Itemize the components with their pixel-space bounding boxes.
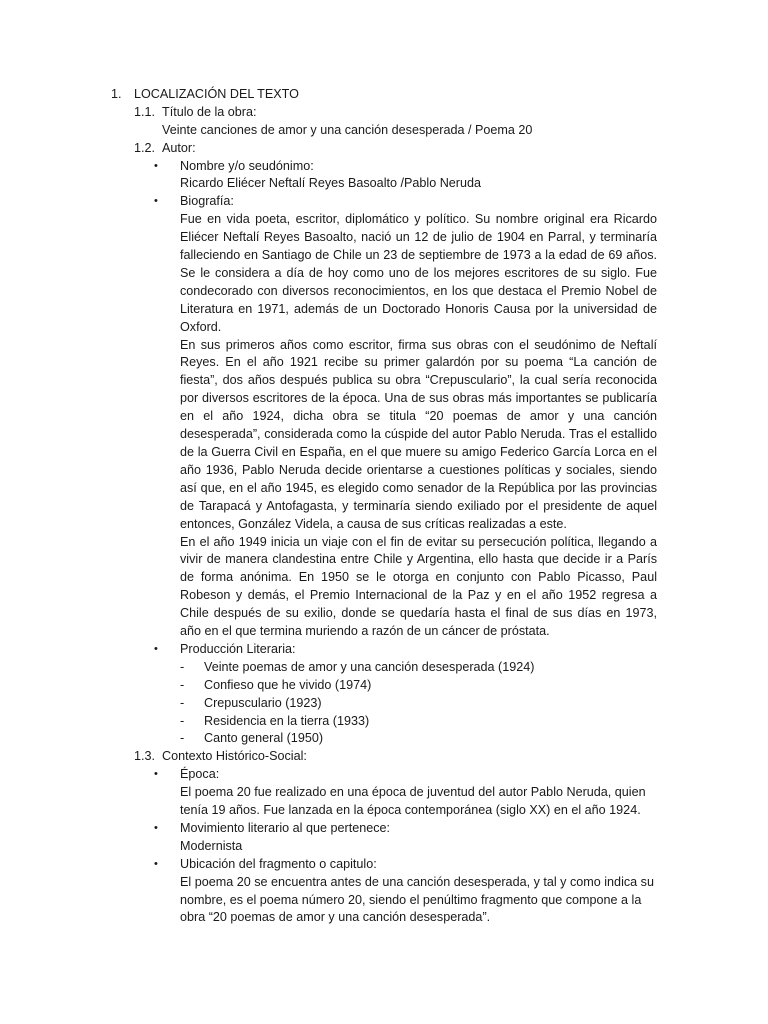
author-name-line	[0, 175, 768, 193]
bullet-item-name	[0, 158, 768, 176]
biography-paragraph-2: En sus primeros años como escritor, firma sus obras con el seudónimo de Neftalí Reyes. En el año 1921 recibe su primer galardón por su poema “La canción de fiesta”, dos años después publica su obra “Crepusculario”, la cual sería reconocida por diversos escritores de la época. Una de sus obras más importantes se publicaría en el año 1924, dicha obra se titula “20 poemas de amor y una canción desesperada”, considerada como la cúspide del autor Pablo Neruda. Tras el estallido de la Guerra Civil en España, en el que muere su amigo Federico García Lorca en el año 1936, Pablo Neruda decide orientarse a cuestiones políticas y sociales, siendo así que, en el año 1945, es elegido como senador de la República por las provincias de Tarapacá y Antofagasta, y terminaría siendo exiliado por el presidente de aquel entonces, González Videla, a causa de sus críticas realizadas a este.	[180, 337, 657, 531]
bullet-icon: •	[154, 821, 158, 834]
biography-paragraph-1: Fue en vida poeta, escritor, diplomático y político. Su nombre original era Ricardo Eliécer Neftalí Reyes Basoalto, nació un 12 de julio de 1904 en Parral, y terminaría falleciendo en Santiago de Chile un 23 de septiembre de 1973 a la edad de 69 años. Se le considera a día de hoy como uno de los mejores escritores de su siglo. Fue condecorado con diversos reconocimientos, en los que destaca el Premio Nobel de Literatura en 1971, además de un Doctorado Honoris Causa por la universidad de Oxford.	[180, 212, 657, 334]
dash-icon: -	[180, 695, 185, 710]
bullet-icon: •	[154, 642, 158, 655]
bullet-item-movement	[0, 820, 768, 838]
work-title-value: Veinte canciones de amor y una canción desesperada / Poema 20	[162, 122, 533, 137]
bullet-label: Biografía:	[180, 194, 234, 209]
bullet-item-biography	[0, 193, 768, 211]
bullet-label: Nombre y/o seudónimo:	[180, 158, 314, 173]
subsection-title: Título de la obra:	[162, 104, 257, 119]
work-title: Crepusculario (1923)	[204, 695, 322, 710]
dash-icon: -	[180, 677, 185, 692]
subsection-title: Contexto Histórico-Social:	[162, 749, 307, 764]
section-1-heading	[0, 86, 768, 104]
subsection-number: 1.1.	[134, 104, 156, 119]
subsection-title: Autor:	[162, 140, 196, 155]
work-title-line	[0, 122, 768, 140]
bullet-icon: •	[154, 857, 158, 870]
epoca-paragraph: El poema 20 fue realizado en una época de juventud del autor Pablo Neruda, quien tenía 19 años. Fue lanzada en la época contemporánea (siglo XX) en el año 1924.	[180, 785, 646, 818]
bullet-label: Ubicación del fragmento o capitulo:	[180, 856, 377, 871]
work-list-item	[0, 713, 768, 731]
dash-icon: -	[180, 731, 185, 746]
section-number: 1.	[111, 87, 122, 101]
bullet-item-location	[0, 856, 768, 874]
subsection-1-1-heading	[0, 104, 768, 122]
bullet-item-epoca	[0, 766, 768, 784]
bullet-label: Producción Literaria:	[180, 641, 296, 656]
biography-paragraph-3: En el año 1949 inicia un viaje con el fin de evitar su persecución política, llegando a vivir de manera clandestina entre Chile y Argentina, ello hasta que decide ir a París de forma anónima. En 1950 se le otorga en conjunto con Pablo Picasso, Paul Robeson y demás, el Premio Internacional de la Paz y en el año 1952 regresa a Chile después de su exilio, donde se quedaría hasta el final de sus días en 1973, año en el que termina muriendo a razón de un cáncer de próstata.	[180, 534, 657, 639]
work-title: Residencia en la tierra (1933)	[204, 713, 370, 728]
dash-icon: -	[180, 713, 185, 728]
bullet-icon: •	[154, 768, 158, 781]
movement-value-line	[0, 838, 768, 856]
work-list-item	[0, 677, 768, 695]
subsection-1-2-heading	[0, 140, 768, 158]
bullet-label: Época:	[180, 767, 220, 782]
location-paragraph: El poema 20 se encuentra antes de una canción desesperada, y tal y como indica su nombre, es el poema número 20, siendo el penúltimo fragmento que compone a la obra “20 poemas de amor y una canción desesperada”.	[180, 874, 654, 925]
subsection-number: 1.3.	[134, 749, 156, 764]
section-title: LOCALIZACIÓN DEL TEXTO	[134, 87, 299, 101]
work-title: Veinte poemas de amor y una canción desesperada (1924)	[204, 659, 535, 674]
work-list-item	[0, 730, 768, 748]
author-name-value: Ricardo Eliécer Neftalí Reyes Basoalto /Pablo Neruda	[180, 176, 482, 191]
work-list-item	[0, 695, 768, 713]
subsection-number: 1.2.	[134, 140, 156, 155]
work-title: Confieso que he vivido (1974)	[204, 677, 372, 692]
dash-icon: -	[180, 659, 185, 674]
bullet-icon: •	[154, 195, 158, 208]
bullet-icon: •	[154, 159, 158, 172]
subsection-1-3-heading	[0, 748, 768, 766]
work-title: Canto general (1950)	[204, 731, 324, 746]
bullet-label: Movimiento literario al que pertenece:	[180, 820, 391, 835]
document-page	[0, 86, 768, 927]
bullet-item-production	[0, 641, 768, 659]
work-list-item	[0, 659, 768, 677]
movement-value: Modernista	[180, 838, 243, 853]
